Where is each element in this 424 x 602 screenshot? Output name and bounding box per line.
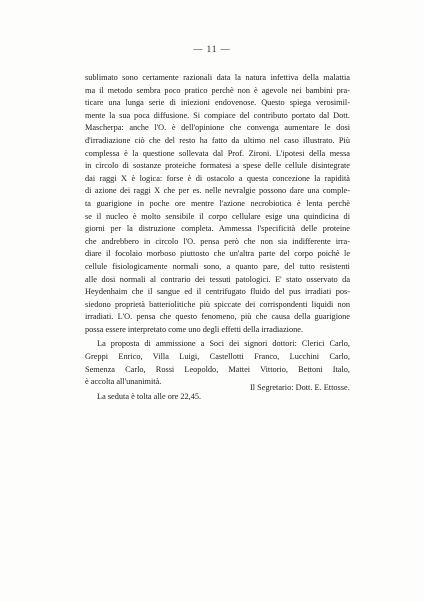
text-line: possa essere interpretato come uno degli effetti della irradiazione. bbox=[85, 324, 304, 334]
text-line: in circolo di sostanze proteiche formatesi a spese delle cellule disintegrate bbox=[85, 161, 350, 171]
text-line: diare il focolaio morboso piuttosto che un'altra parte del corpo poichè le bbox=[85, 249, 350, 259]
text-line: sublimato sono certamente razionali data la natura infettiva della malattia bbox=[85, 73, 350, 82]
text-line: ticare una lunga serie di iniezioni endovenose. Questo spiega verosimil- bbox=[85, 98, 350, 108]
text-line: mente la sua poca diffusione. Si compiace del contributo portato dal Dott. bbox=[85, 110, 350, 120]
text-line: Greppi Enrico, Villa Luigi, Castellotti Franco, Lucchini Carlo, bbox=[85, 352, 350, 362]
text-line: complessa è la questione sollevata dal Prof. Zironi. L'ipotesi della messa bbox=[85, 148, 350, 158]
discussion-paragraph bbox=[85, 72, 350, 336]
secretary-signature: Il Segretario: Dott. E. Ettosse. bbox=[250, 383, 350, 392]
text-line: ta guarigione in poche ore mentre l'azione necrobiotica è lenta perchè bbox=[85, 198, 350, 208]
admission-paragraph bbox=[85, 338, 350, 388]
text-line: irradiati. L'O. pensa che questo fenomeno, più che causa della guarigione bbox=[85, 312, 350, 322]
text-line: Mascherpa: anche l'O. è dell'opinione che convenga aumentare le dosi bbox=[85, 123, 350, 133]
text-line: ma il metodo sembra poco pratico perchè non è agevole nei bambini pra- bbox=[85, 85, 350, 95]
text-line: cellule fisiologicamente normali sono, a quanto pare, del tutto resistenti bbox=[85, 261, 350, 271]
text-line: d'irradiazione ciò che del resto ha fatto da ultimo nel caso illustrato. Più bbox=[85, 135, 350, 145]
text-line: di azione dei raggi X che per es. nelle nevralgie possono dare una comple- bbox=[85, 186, 350, 196]
closing-paragraph bbox=[85, 391, 350, 404]
text-line: La seduta è tolta alle ore 22,45. bbox=[97, 391, 202, 401]
text-line: Semenza Carlo, Rossi Leopoldo, Mattei Vittorio, Bettoni Italo, bbox=[85, 364, 350, 374]
text-line: che andrebbero in circolo l'O. pensa però che non sia indifferente irra- bbox=[85, 236, 350, 246]
text-line: alle dosi normali al contrario dei tessuti patologici. E' stato osservato da bbox=[85, 274, 350, 284]
body-text bbox=[85, 72, 350, 403]
text-line: dai raggi X è logica: forse è di ostacolo a questa concezione la rapidità bbox=[85, 173, 350, 183]
page-number: — 11 — bbox=[193, 44, 231, 54]
text-line: giorni per la distruzione completa. Ammessa l'specificità delle proteine bbox=[85, 224, 350, 234]
text-line: se il nucleo è molto sensibile il corpo cellulare esige una quindicina di bbox=[85, 211, 350, 221]
text-line: La proposta di ammissione a Soci dei signori dottori: Clerici Carlo, bbox=[97, 339, 350, 349]
text-line: è accolta all'unanimità. bbox=[85, 377, 162, 387]
text-line: siedono proprietà batteriolitiche più spiccate dei corrispondenti liquidi non bbox=[85, 299, 350, 309]
text-line: Heydenhaim che il sangue ed il centrifugato fluido del pus irradiati pos- bbox=[85, 287, 350, 297]
